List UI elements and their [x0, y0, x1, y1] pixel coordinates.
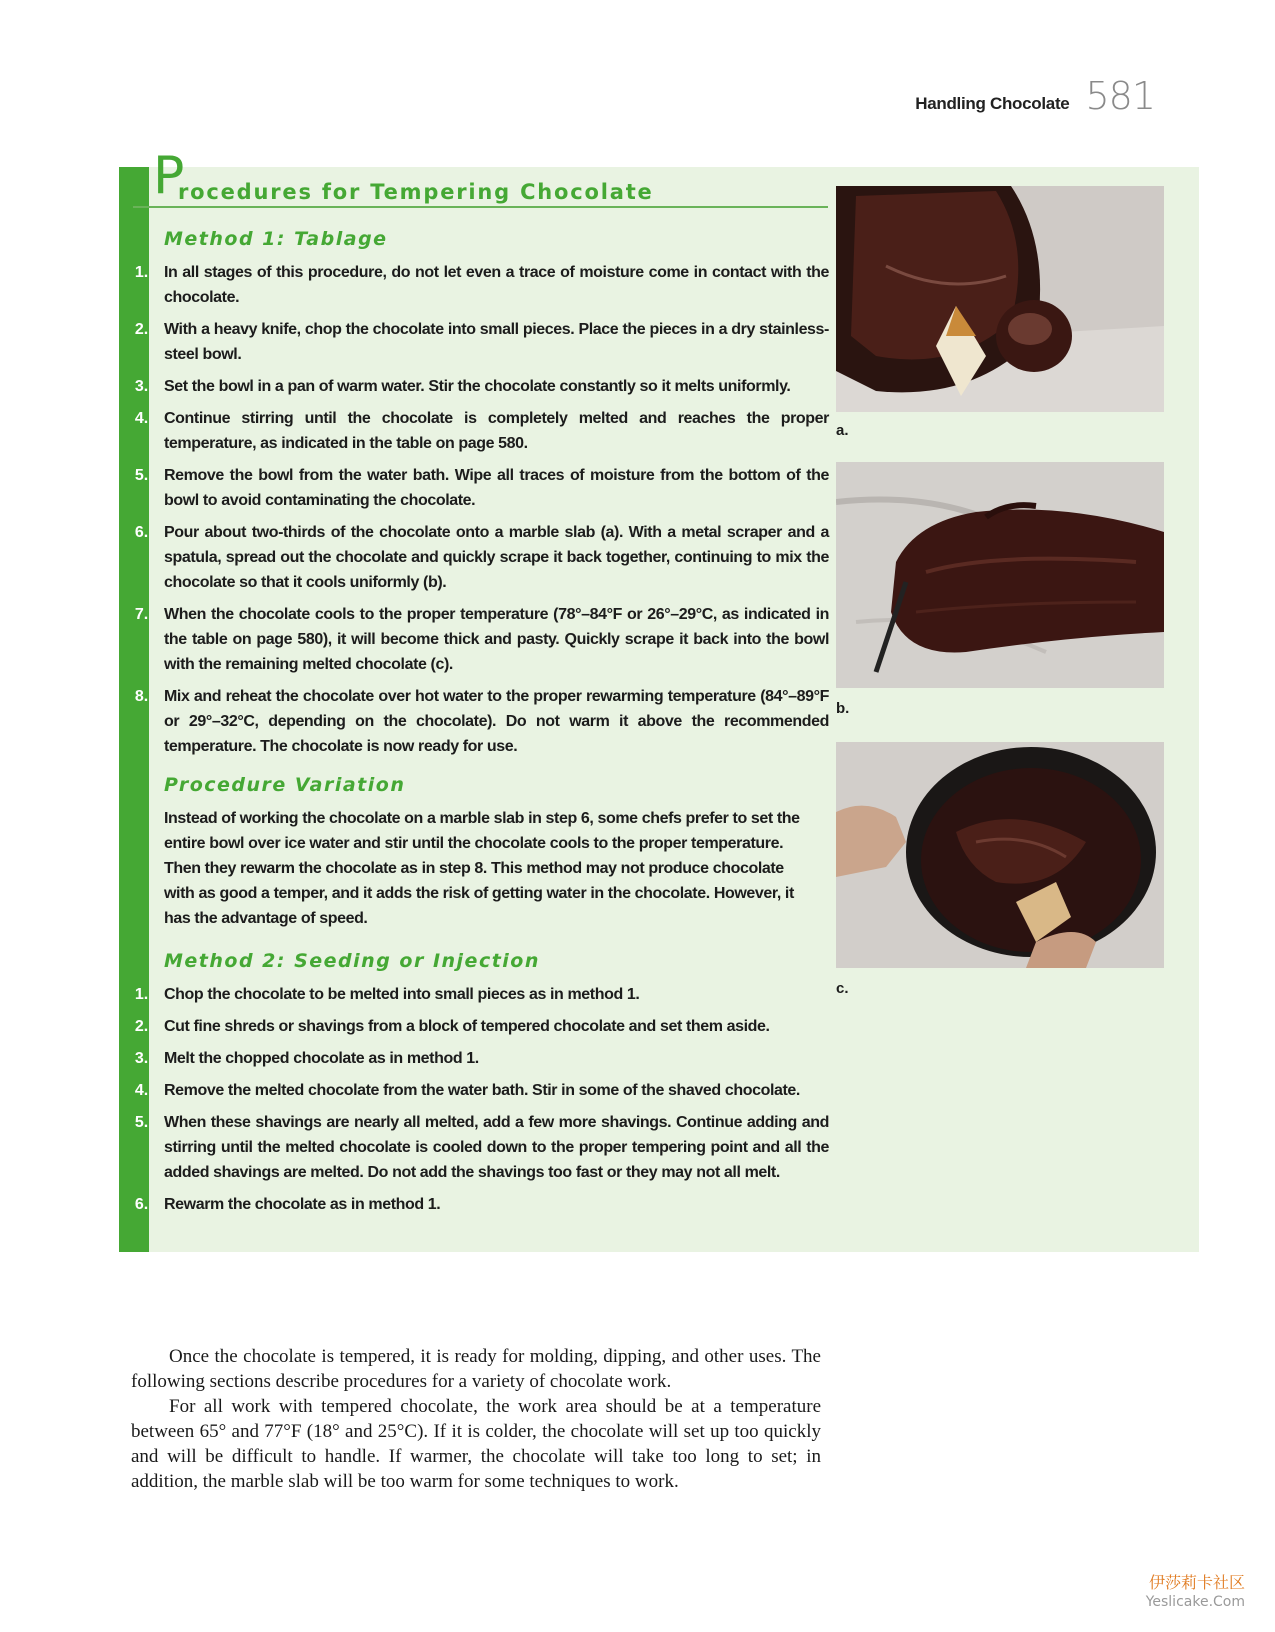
step-number: 1. — [134, 264, 149, 281]
photo-a — [836, 186, 1164, 412]
variation-heading: Procedure Variation — [164, 774, 406, 796]
caption-c: c. — [836, 980, 849, 997]
procedure-title — [133, 146, 828, 208]
step-text: Rewarm the chocolate as in method 1. — [164, 1196, 441, 1213]
step-item — [119, 1110, 829, 1185]
photo-a-image — [836, 186, 1164, 412]
step-text: Chop the chocolate to be melted into small pieces as in method 1. — [164, 986, 640, 1003]
step-item — [119, 317, 829, 367]
method1-heading: Method 1: Tablage — [164, 228, 388, 250]
step-text: With a heavy knife, chop the chocolate into small pieces. Place the pieces in a dry stainless-steel bowl. — [164, 321, 829, 363]
step-item — [119, 463, 829, 513]
step-text: Remove the bowl from the water bath. Wipe all traces of moisture from the bottom of the bowl to avoid contaminating the chocolate. — [164, 467, 829, 509]
photo-b-image — [836, 462, 1164, 688]
caption-b: b. — [836, 700, 850, 717]
step-item — [119, 1014, 829, 1039]
step-number: 5. — [134, 1114, 149, 1131]
body-paragraph: For all work with tempered chocolate, the work area should be at a temperature between 65° and 77°F (18° and 25°C). If it is colder, the chocolate will set up too quickly and will be difficult to handle. If warmer, the chocolate will take too long to set; in addition, the marble slab will be too warm for some techniques to work. — [131, 1396, 821, 1492]
title-text: rocedures for Tempering Chocolate — [178, 180, 654, 204]
step-item — [119, 520, 829, 595]
step-text: Mix and reheat the chocolate over hot water to the proper rewarming temperature (84°–89°F or 29°–32°C, depending on the chocolate). Do not warm it above the recommended temperature. The chocolate is now ready for use. — [164, 688, 829, 755]
step-text: Pour about two-thirds of the chocolate onto a marble slab (a). With a metal scraper and a spatula, spread out the chocolate and quickly scrape it back together, continuing to mix the chocolate so that it cools uniformly (b). — [164, 524, 829, 591]
step-number: 3. — [134, 1050, 149, 1067]
step-number: 6. — [134, 524, 149, 541]
step-number: 6. — [134, 1196, 149, 1213]
step-text: Melt the chopped chocolate as in method 1. — [164, 1050, 479, 1067]
watermark-chinese: 伊莎莉卡社区 — [1148, 1573, 1245, 1592]
step-text: Remove the melted chocolate from the water bath. Stir in some of the shaved chocolate. — [164, 1082, 800, 1099]
step-number: 5. — [134, 467, 149, 484]
step-item — [119, 1046, 829, 1071]
variation-text: Instead of working the chocolate on a marble slab in step 6, some chefs prefer to set the entire bowl over ice water and stir until the chocolate cools to the proper temperature. Then they rewarm the chocolate as in step 8. This method may not produce chocolate with as good a temper, and it adds the risk of getting water in the chocolate. However, it has the advantage of speed. — [164, 810, 800, 927]
watermark-url: Yeslicake.Com — [1145, 1594, 1245, 1610]
step-number: 8. — [134, 688, 149, 705]
step-text: Cut fine shreds or shavings from a block of tempered chocolate and set them aside. — [164, 1018, 770, 1035]
photo-c-image — [836, 742, 1164, 968]
body-paragraph: Once the chocolate is tempered, it is ready for molding, dipping, and other uses. The following sections describe procedures for a variety of chocolate work. — [131, 1346, 821, 1392]
step-text: When these shavings are nearly all melted, add a few more shavings. Continue adding and stirring until the melted chocolate is cooled down to the proper tempering point and all the added shavings are melted. Do not add the shavings too fast or they may not all melt. — [164, 1114, 829, 1181]
page-number: 581 — [1085, 74, 1155, 118]
step-number: 1. — [134, 986, 149, 1003]
step-item — [119, 1192, 829, 1217]
section-name: Handling Chocolate — [915, 94, 1070, 113]
step-number: 2. — [134, 1018, 149, 1035]
step-item — [119, 982, 829, 1007]
step-text: Continue stirring until the chocolate is completely melted and reaches the proper temperature, as indicated in the table on page 580. — [164, 410, 829, 452]
step-item — [119, 1078, 829, 1103]
photo-c — [836, 742, 1164, 968]
step-number: 7. — [134, 606, 149, 623]
title-initial-cap: P — [153, 146, 185, 206]
photo-b — [836, 462, 1164, 688]
step-item — [119, 374, 829, 399]
body-text — [131, 1344, 821, 1494]
method2-heading: Method 2: Seeding or Injection — [164, 950, 540, 972]
step-item — [119, 684, 829, 759]
step-number: 4. — [134, 410, 149, 427]
running-head — [915, 74, 1155, 118]
step-item — [119, 260, 829, 310]
caption-a: a. — [836, 422, 849, 439]
step-item — [119, 406, 829, 456]
step-text: Set the bowl in a pan of warm water. Stir the chocolate constantly so it melts uniformly. — [164, 378, 791, 395]
step-text: When the chocolate cools to the proper temperature (78°–84°F or 26°–29°C, as indicated in the table on page 580), it will become thick and pasty. Quickly scrape it back into the bowl with the remaining melted chocolate (c). — [164, 606, 829, 673]
step-text: In all stages of this procedure, do not let even a trace of moisture come in contact with the chocolate. — [164, 264, 829, 306]
step-number: 3. — [134, 378, 149, 395]
method2-step-list — [119, 982, 829, 1224]
method1-step-list — [119, 260, 829, 766]
step-number: 2. — [134, 321, 149, 338]
step-item — [119, 602, 829, 677]
step-number: 4. — [134, 1082, 149, 1099]
